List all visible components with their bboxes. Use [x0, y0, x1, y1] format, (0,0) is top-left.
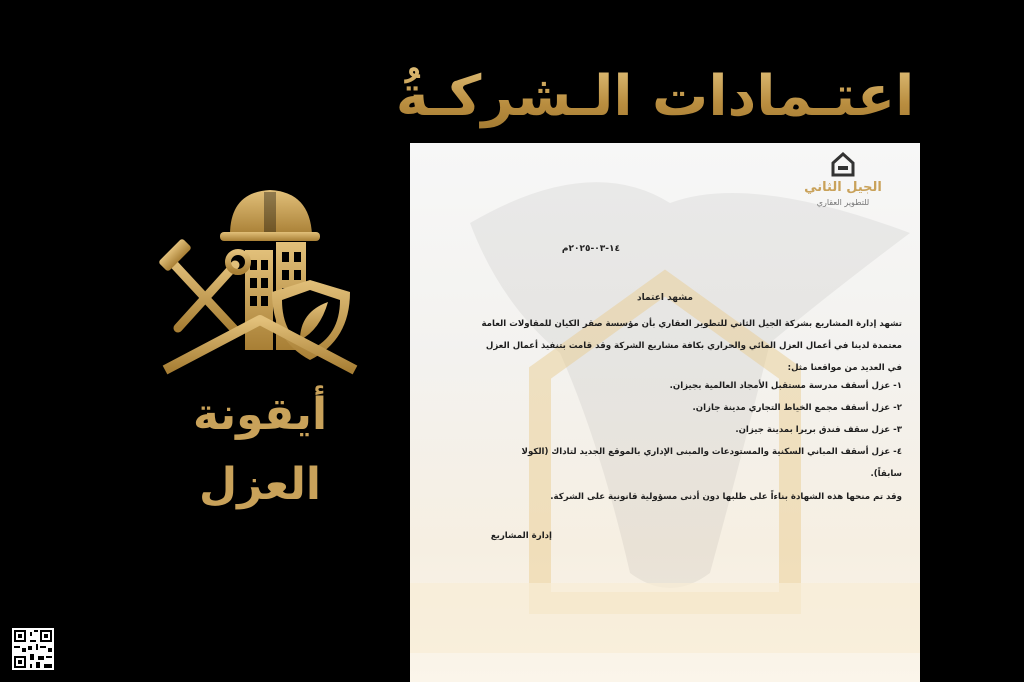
letter-date: ١٤-٠٣-٢٠٢٥م [561, 244, 620, 254]
intro-lead-in: في العديد من مواقعنا مثل: [787, 363, 902, 373]
letter-intro [462, 313, 902, 379]
projects-list [462, 375, 902, 485]
footer-band [410, 583, 920, 653]
company-logo [788, 149, 898, 219]
company-name: الجيل الثاني [804, 180, 882, 195]
brand-logo [130, 180, 390, 510]
letter-closing: وقد تم منحها هذه الشهادة بناءاً على طلبها دون أدنى مسؤولية قانونية على الشركة. [550, 492, 902, 502]
insulation-logo-icon [150, 180, 370, 375]
letter-heading: مشهد اعتماد [637, 293, 693, 303]
list-item: ٢- عزل أسقف مجمع الخياط التجاري مدينة جازان. [692, 403, 902, 413]
list-item: ١- عزل أسقف مدرسة مستقبل الأمجاد العالمية بجيزان. [669, 381, 902, 391]
list-item: ٣- عزل سقف فندق بريرا بمدينة جيزان. [735, 425, 902, 435]
company-subtitle: للتطوير العقاري [816, 198, 870, 207]
list-item: سابقاً). [870, 469, 902, 479]
page-title: اعتـمادات الـشركـةُ [360, 62, 950, 132]
letter-signature: إدارة المشاريع [490, 531, 552, 541]
house-logo-icon [828, 149, 858, 179]
intro-line: تشهد إدارة المشاريع بشركة الجيل الثاني للتطوير العقاري بأن مؤسسة صقر الكيان للمقاولات العامة [481, 319, 902, 329]
approval-letter [410, 143, 920, 682]
intro-line: معتمدة لدينا في أعمال العزل المائي والحراري بكافة مشاريع الشركة وقد قامت بتنفيذ أعمال العزل [485, 341, 902, 351]
brand-name: أيقونة العزل [192, 389, 328, 510]
list-item: ٤- عزل أسقف المباني السكنية والمستودعات والمبنى الإداري بالموقع الجديد لتاداك (الكولا [521, 447, 902, 457]
qr-code-icon [12, 628, 54, 670]
